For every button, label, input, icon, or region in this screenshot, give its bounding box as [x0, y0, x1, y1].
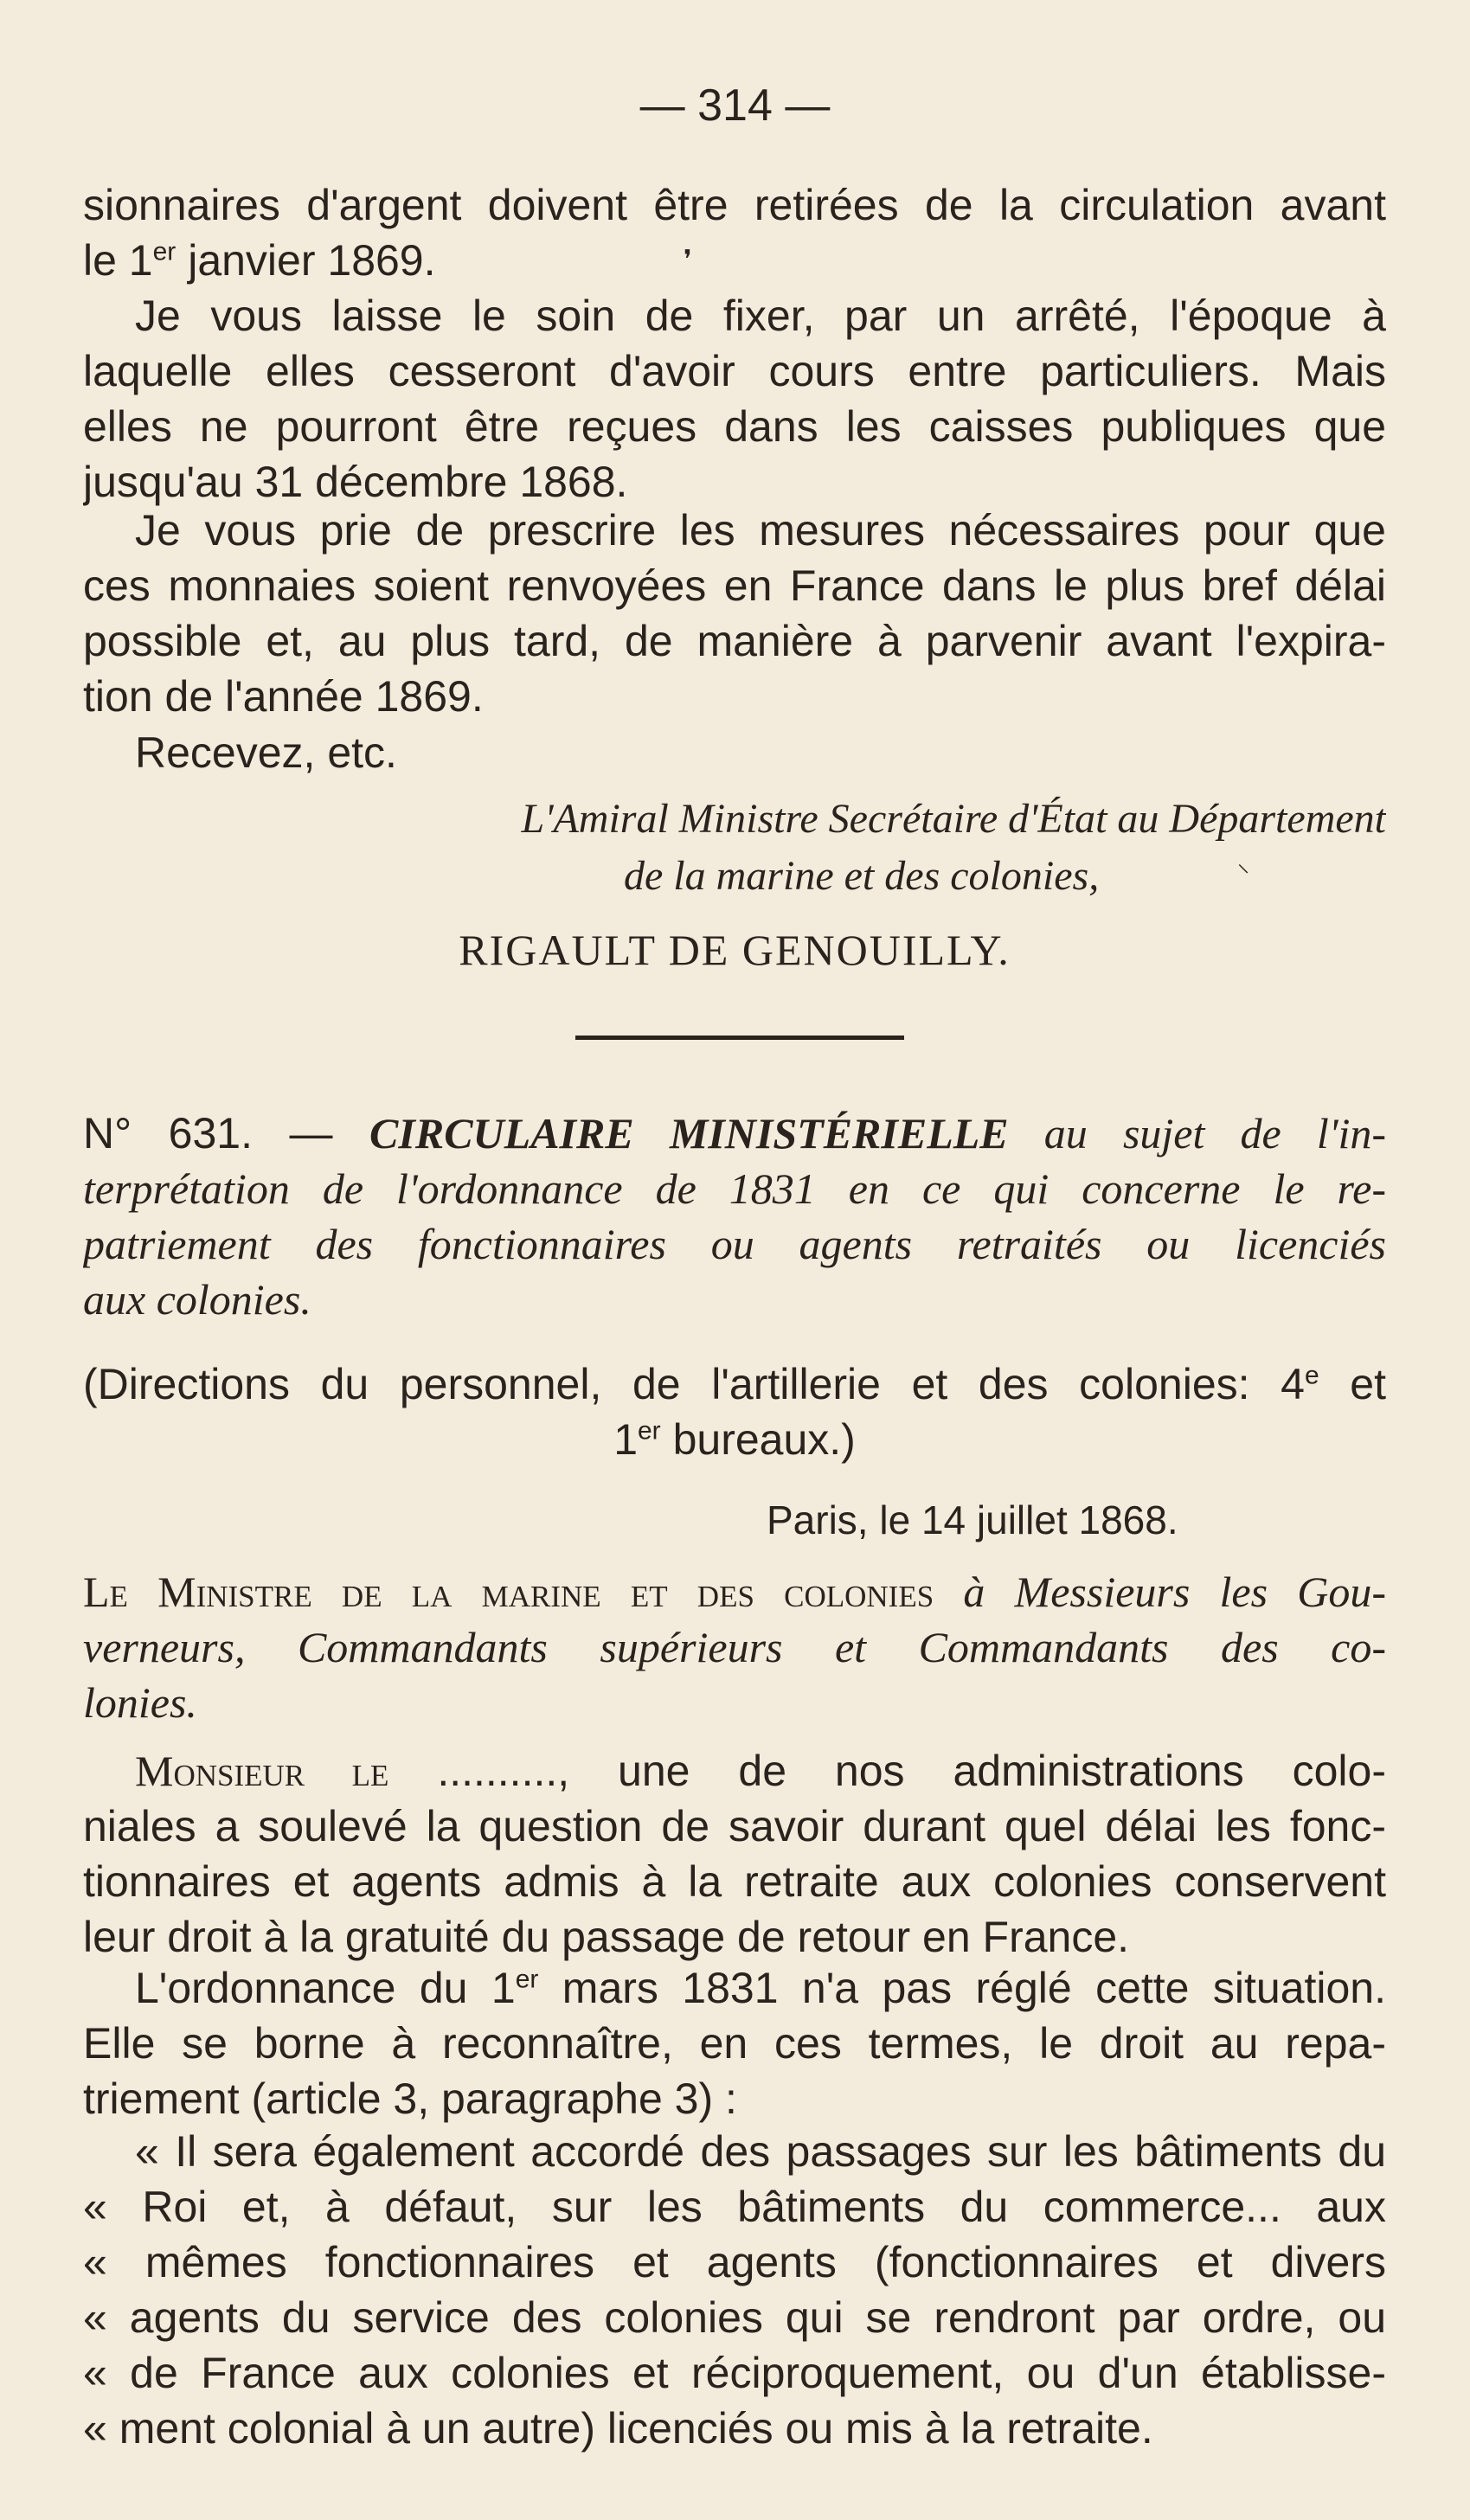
text-line: laquelle elles cesseront d'avoir cours entre particuliers. Mais	[83, 347, 1386, 395]
paragraph-continuation	[83, 177, 1386, 288]
text-line: elles ne pourront être reçues dans les caisses publiques que	[83, 402, 1386, 451]
text-line: 1er bureaux.)	[613, 1415, 856, 1464]
text-line: triement (article 3, paragraphe 3) :	[83, 2074, 737, 2123]
date-text: Paris, le 14 juillet 1868.	[767, 1497, 1178, 1542]
body-paragraph	[83, 1743, 1386, 1965]
body-paragraph	[83, 1960, 1386, 2126]
signature-block	[83, 849, 1386, 904]
text-line: Elle se borne à reconnaître, en ces termes, le droit au repa-	[83, 2019, 1386, 2068]
text-line: tionnaires et agents admis à la retraite aux colonies conservent	[83, 1857, 1386, 1906]
page-number: — 314 —	[639, 80, 831, 131]
paragraph	[83, 288, 1386, 510]
text-line: aux colonies.	[83, 1275, 311, 1324]
separator-rule	[575, 1036, 904, 1040]
signature-block	[83, 792, 1386, 847]
text-line: ces monnaies soient renvoyées en France dans le plus bref délai	[83, 561, 1386, 610]
text-line: niales a soulevé la question de savoir durant quel délai les fonc-	[83, 1802, 1386, 1850]
text-line: leur droit à la gratuité du passage de retour en France.	[83, 1913, 1130, 1961]
text-line: patriement des fonctionnaires ou agents retraités ou licenciés	[83, 1220, 1386, 1268]
text-line: (Directions du personnel, de l'artillerie et des colonies: 4e et	[83, 1360, 1386, 1408]
text-line: Je vous laisse le soin de fixer, par un arrêté, l'époque à	[135, 292, 1386, 340]
circular-heading	[83, 1106, 1386, 1327]
quote-line: « de France aux colonies et réciproquement, ou d'un établisse-	[83, 2349, 1386, 2397]
directions	[83, 1356, 1386, 1467]
quote-line: « agents du service des colonies qui se rendront par ordre, ou	[83, 2293, 1386, 2342]
address	[83, 1564, 1386, 1730]
quote-line: « ment colonial à un autre) licenciés ou mis à la retraite.	[83, 2404, 1153, 2453]
quote-line: « Il sera également accordé des passages sur les bâtiments du	[135, 2127, 1386, 2176]
text-line: verneurs, Commandants supérieurs et Commandants des co-	[83, 1623, 1386, 1671]
closing-line: Recevez, etc.	[135, 728, 397, 777]
text-line: Monsieur le .........., une de nos administrations colo-	[135, 1747, 1386, 1795]
signature-block	[83, 922, 1386, 978]
signature-department: de la marine et des colonies,	[624, 853, 1100, 899]
paragraph	[83, 503, 1386, 724]
closing	[83, 725, 1386, 780]
signatory-name: RIGAULT DE GENOUILLY.	[459, 926, 1011, 974]
dateline	[83, 1492, 1386, 1548]
signature-title: L'Amiral Ministre Secrétaire d'État au Département	[521, 796, 1386, 842]
text-line: jusqu'au 31 décembre 1868.	[83, 458, 628, 506]
text-line: terprétation de l'ordonnance de 1831 en ce qui concerne le re-	[83, 1164, 1386, 1213]
text-line: N° 631. — CIRCULAIRE MINISTÉRIELLE au sujet de l'in-	[83, 1109, 1386, 1157]
quote-line: « Roi et, à défaut, sur les bâtiments du commerce... aux	[83, 2183, 1386, 2231]
text-line: le 1er janvier 1869.	[83, 236, 436, 285]
quotation	[83, 2124, 1386, 2456]
ink-mark: ⸌	[1237, 861, 1250, 888]
ink-mark: ❜	[684, 246, 692, 274]
text-line: L'ordonnance du 1er mars 1831 n'a pas réglé cette situation.	[135, 1964, 1386, 2012]
text-line: possible et, au plus tard, de manière à parvenir avant l'expira-	[83, 617, 1386, 665]
text-line: lonies.	[83, 1678, 197, 1727]
text-line: tion de l'année 1869.	[83, 672, 484, 721]
text-line: sionnaires d'argent doivent être retirées de la circulation avant	[83, 181, 1386, 229]
text-line: Je vous prie de prescrire les mesures nécessaires pour que	[135, 506, 1386, 555]
text-line: Le Ministre de la marine et des colonies à Messieurs les Gou-	[83, 1568, 1386, 1616]
quote-line: « mêmes fonctionnaires et agents (fonctionnaires et divers	[83, 2238, 1386, 2286]
